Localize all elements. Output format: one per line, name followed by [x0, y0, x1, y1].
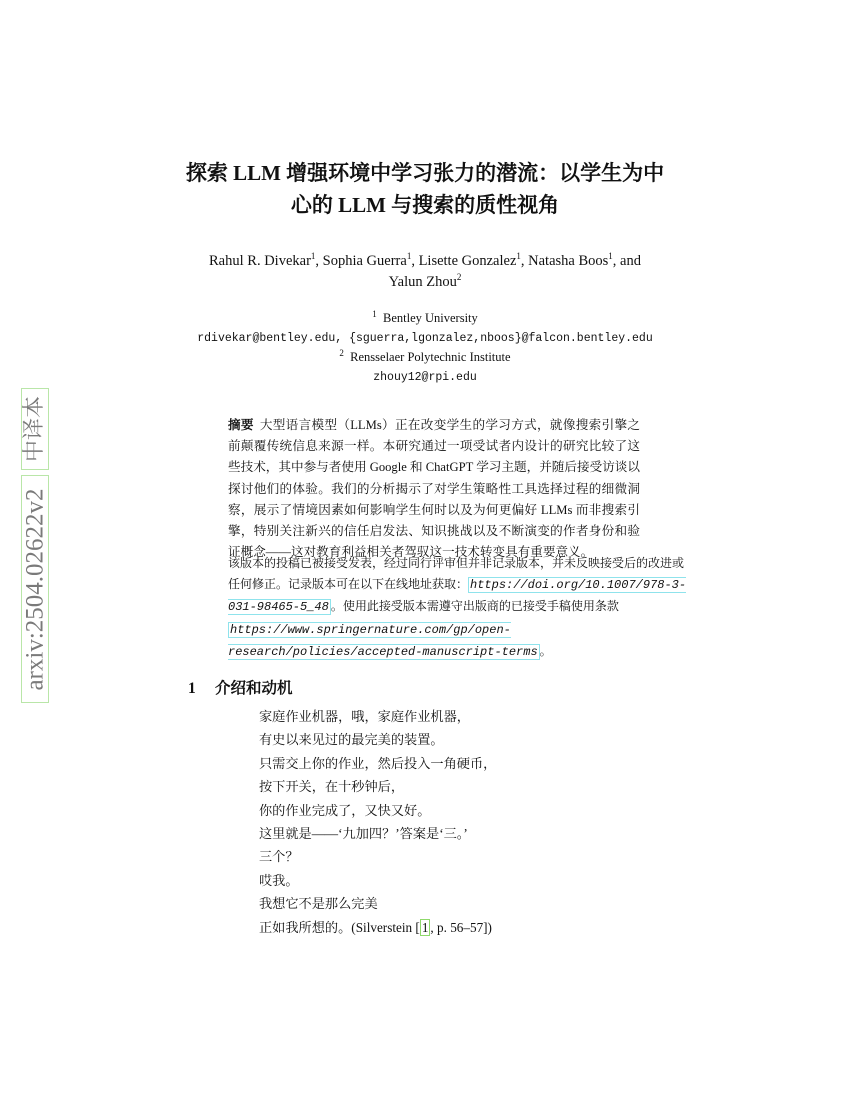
poem-line: 按下开关，在十秒钟后， — [259, 779, 405, 795]
terms-link[interactable]: https://www.springernature.com/gp/open-research/policies/accepted-manuscript-terms — [228, 622, 538, 659]
epigraph-poem — [259, 705, 496, 939]
title-line-1: 探索 LLM 增强环境中学习张力的潜流：以学生为中 — [185, 161, 665, 185]
poem-line: 家庭作业机器，哦，家庭作业机器， — [259, 709, 470, 724]
affiliation-1-email: rdivekar@bentley.edu, {sguerra,lgonzalez,nboos}@falcon.bentley.edu — [197, 331, 653, 345]
poem-line: 你的作业完成了，又快又好。 — [259, 802, 431, 818]
abstract-text: 大型语言模型（LLMs）正在改变学生的学习方式，就像搜索引擎之前颠覆传统信息来源一样。本研究通过一项受试者内设计的研究比较了这些技术，其中参与者使用 Google 和 ChatGPT 学习主题，并随后接受访谈以探讨他们的体验。我们的分析揭示了对学生策略性工具选择过程的细微洞察，展示了情境因素如何影响学生何时以及为何更偏好 LLMs 而非搜索引擎，特别关注新兴的信任启发法、知识挑战以及不断演变的作者身份和验证概念——这对教育利益相关者驾驭这一技术转变具有重要意义。 — [228, 418, 641, 560]
citation-link[interactable]: 1 — [421, 919, 429, 935]
poem-line-text: 正如我所想的。(Silverstein [ — [259, 919, 420, 935]
doi-link[interactable]: https://doi.org/10.1007/978-3-031-98465-5_48 — [228, 578, 687, 615]
affiliation-number: 2 — [339, 347, 344, 358]
poem-line: 三个？ — [259, 849, 299, 865]
note-text: 该版本的投稿已被接受发表，经过同行评审但并非记录版本，并未反映接受后的改进或任何修正。记录版本可在以下在线地址获取： — [228, 556, 685, 592]
translation-badge[interactable] — [21, 388, 49, 470]
affiliation-2-email: zhouy12@rpi.edu — [373, 370, 477, 384]
affiliation-number: 1 — [372, 308, 377, 319]
author: Sophia Guerra — [322, 253, 407, 269]
poem-line: 这里就是——‘九加四？’答案是‘三。’ — [259, 826, 468, 842]
section-heading — [188, 676, 293, 698]
author-affiliation-mark: 1 — [516, 251, 521, 262]
poem-line: 只需交上你的作业，然后投入一角硬币， — [259, 755, 497, 771]
author: Natasha Boos — [528, 253, 609, 269]
author: Rahul R. Divekar — [209, 253, 311, 269]
citation-tail: , p. 56–57]) — [430, 919, 492, 935]
author-list: Rahul R. Divekar$^1$, Sophia Guerra$^1$, Lisette Gonzalez$^1$, Natasha Boos$^1$, and Yalun Zhou$^2$ — [209, 251, 641, 290]
arxiv-id: arxiv:2504.02622v2 — [21, 487, 49, 691]
author: Yalun Zhou — [388, 274, 457, 290]
translation-label: 中译本 — [22, 395, 48, 463]
acceptance-note — [228, 553, 688, 663]
author-affiliation-mark: 1 — [310, 251, 316, 262]
arxiv-id-badge[interactable] — [21, 475, 49, 703]
affiliation-1 — [150, 309, 700, 329]
abstract — [228, 415, 640, 563]
note-text: 。 — [539, 643, 552, 658]
poem-line: 有史以来见过的最完美的装置。 — [259, 732, 444, 748]
title-line-2: 心的 LLM 与搜索的质性视角 — [290, 193, 560, 217]
poem-line-citation — [259, 916, 496, 939]
poem-line: 我想它不是那么完美 — [259, 896, 378, 912]
poem-line: 哎我。 — [259, 872, 299, 888]
author: Lisette Gonzalez — [418, 253, 517, 269]
author-affiliation-mark: 1 — [406, 251, 412, 262]
author-conjunction: and — [620, 253, 641, 269]
section-number: 1 — [188, 680, 196, 697]
section-title: 介绍和动机 — [215, 680, 293, 697]
affiliations — [150, 309, 700, 387]
author-affiliation-mark: 1 — [608, 251, 613, 262]
paper-title — [150, 157, 700, 221]
arxiv-stamp — [21, 388, 51, 703]
note-text: 。使用此接受版本需遵守出版商的已接受手稿使用条款 — [330, 599, 619, 614]
affiliation-2 — [150, 348, 700, 368]
affiliation-name: Bentley University — [382, 311, 478, 325]
affiliation-name: Rensselaer Polytechnic Institute — [350, 350, 511, 364]
author-affiliation-mark: 2 — [456, 272, 462, 283]
abstract-label: 摘要 — [228, 418, 254, 432]
